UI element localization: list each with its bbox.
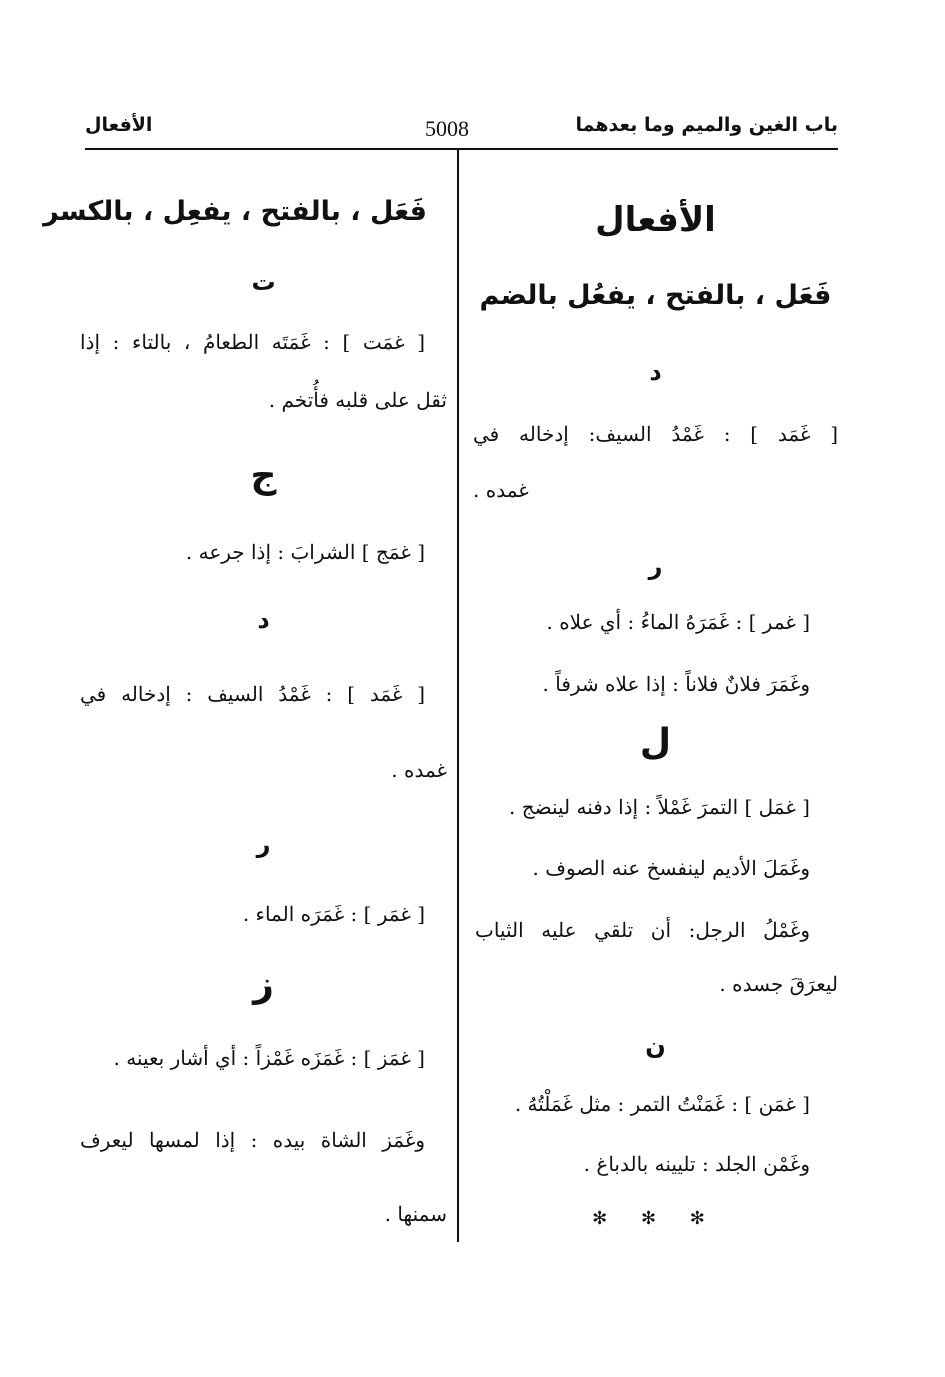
letter-heading: ر (256, 830, 271, 858)
entry-line: وغَمَرَ فلانٌ فلاناً : إذا علاه شرفاً . (542, 672, 810, 696)
letter-heading: ج (250, 455, 277, 496)
entry-line: [ غَمَد ] : غَمْدُ السيف: إدخاله في (473, 422, 838, 446)
entry-line: وغَمْن الجلد : تليينه بالدباغ . (583, 1152, 810, 1176)
letter-heading: ل (639, 722, 672, 763)
right-column-subtitle: فَعَل ، بالفتح ، يفعُل بالضم (479, 280, 832, 311)
letter-heading: د (649, 358, 662, 386)
chapter-title: باب الغين والميم وما بعدهما (575, 114, 838, 136)
section-end-stars: ✻ ✻ ✻ (592, 1208, 719, 1229)
entry-line: [ غمَل ] التمرَ غَمْلاً : إذا دفنه لينضج . (509, 795, 810, 819)
page-number: 5008 (425, 116, 469, 141)
letter-heading: ت (251, 268, 276, 296)
letter-heading: ن (645, 1032, 666, 1060)
entry-line: وغَمَز الشاة بيده : إذا لمسها ليعرف (80, 1128, 425, 1152)
entry-line: غمده . (391, 758, 447, 782)
entry-line: وغَمَلَ الأديم لينفسخ عنه الصوف . (532, 856, 810, 880)
entry-line: ثقل على قلبه فأُتخم . (268, 388, 447, 412)
right-column-title: الأفعال (595, 200, 716, 240)
left-column-subtitle: فَعَل ، بالفتح ، يفعِل ، بالكسر (43, 196, 427, 227)
page-header (85, 112, 838, 150)
letter-heading: د (257, 606, 270, 634)
entry-line: [ غمَج ] الشرابَ : إذا جرعه . (185, 540, 425, 564)
entry-line: [ غمَز ] : غَمَزَه غَمْزاً : أي أشار بعينه . (113, 1046, 425, 1070)
column-divider (457, 150, 459, 1242)
entry-line: [ غمَن ] : غَمَنْتُ التمر : مثل غَمَلْتُهُ . (514, 1092, 810, 1116)
right-column (473, 150, 838, 1242)
entry-line: غمده . (473, 478, 529, 502)
entry-line: [ غمَت ] : غَمَتَه الطعامُ ، بالتاء : إذا (80, 330, 425, 354)
section-title: الأفعال (85, 114, 153, 136)
left-column (43, 150, 447, 1242)
letter-heading: ر (648, 552, 663, 580)
entry-line: ليعرَقَ جسده . (719, 972, 838, 996)
entry-line: وغَمْلُ الرجل: أن تلقي عليه الثياب (475, 918, 810, 942)
letter-heading: ز (253, 964, 274, 1005)
entry-line: [ غمر ] : غَمَرَهُ الماءُ : أي علاه . (546, 610, 810, 634)
entry-line: [ غمَر ] : غَمَرَه الماء . (242, 902, 425, 926)
entry-line: سمنها . (384, 1202, 447, 1226)
entry-line: [ غَمَد ] : غَمْدُ السيف : إدخاله في (80, 682, 425, 706)
